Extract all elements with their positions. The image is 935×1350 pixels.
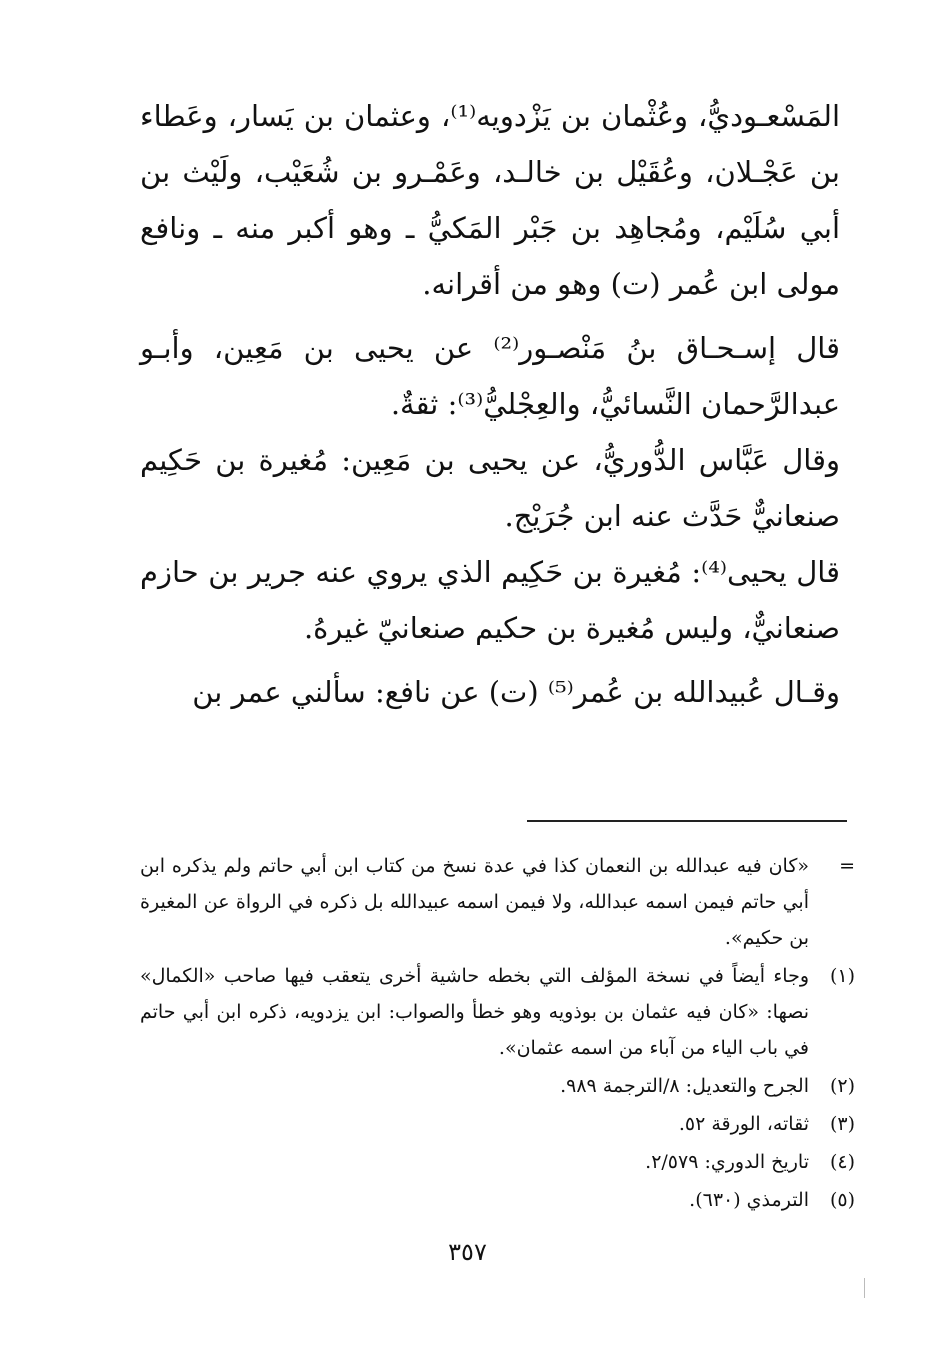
footnotes (140, 848, 855, 1220)
margin-mark (864, 1278, 865, 1298)
paragraph-2: قال إسـحـاق بنُ مَنْصـور⁽²⁾ عن يحيى بن مَعِين، وأبـو عبدالرَّحمان النَّسائيُّ، والعِجْليُّ⁽³⁾: ثقةٌ. (140, 331, 841, 421)
footnote-marker: (٥) (829, 1189, 855, 1211)
paragraph-5: وقـال عُبيدالله بن عُمر⁽⁵⁾ (ت) عن نافع: سألني عمر بن (192, 675, 840, 709)
footnote-marker: (٢) (829, 1075, 855, 1097)
footnote-marker: = (839, 855, 855, 877)
footnote-text: تاريخ الدوري: ٢/٥٧٩. (645, 1151, 809, 1173)
footnote-4 (140, 1144, 855, 1180)
footnote-2 (140, 1068, 855, 1104)
paragraph-4: قال يحيى⁽⁴⁾: مُغيرة بن حَكِيم الذي يروي عنه جرير بن حازم صنعانيٌّ، وليس مُغيرة بن حكيم صنعانيّ غيرهُ. (140, 555, 840, 645)
footnote-marker: (٣) (829, 1113, 855, 1135)
footnote-5 (140, 1182, 855, 1218)
footnote-3 (140, 1106, 855, 1142)
footnote-marker: (٤) (829, 1151, 855, 1173)
footnote-text: ثقاته، الورقة ٥٢. (678, 1113, 809, 1135)
footnote-text: وجاء أيضاً في نسخة المؤلف التي بخطه حاشية أخرى يتعقب فيها صاحب «الكمال» نصها: «كان فيه عثمان بن بوذويه وهو خطأ والصواب: ابن يزدويه، ذكره ابن أبي حاتم في باب الياء من آباء من اسمه عثمان». (140, 965, 809, 1059)
footnote-marker: (١) (829, 965, 855, 987)
footnote-1 (140, 958, 855, 1066)
footnote-continuation (140, 848, 855, 956)
paragraph-1: المَسْعـوديُّ، وعُثْمان بن يَزْدويه⁽¹⁾، وعثمان بن يَسار، وعَطاء بن عَجْـلان، وعُقَيْل بن خالـد، وعَمْـرو بن شُعَيْب، ولَيْث بن أبي سُلَيْم، ومُجاهِد بن جَبْر المَكيُّ ـ وهو أكبر منه ـ ونافع مولى ابن عُمر (ت) وهو من أقرانه. (140, 99, 841, 301)
page-number: ٣٥٧ (448, 1238, 487, 1266)
footnote-separator (527, 820, 847, 822)
paragraph-3: وقال عَبَّاس الدُّوريُّ، عن يحيى بن مَعِين: مُغيرة بن حَكِيم صنعانيٌّ حَدَّث عنه ابن جُرَيْج. (140, 443, 840, 533)
footnote-text: الترمذي (٦٣٠). (689, 1189, 809, 1211)
footnote-text: «كان فيه عبدالله بن النعمان كذا في عدة نسخ من كتاب ابن أبي حاتم ولم يذكره ابن أبي حاتم فيمن اسمه عبدالله، ولا فيمن اسمه عبيدالله بل ذكره في الرواة عن المغيرة بن حكيم». (140, 855, 809, 949)
footnote-text: الجرح والتعديل: ٨/الترجمة ٩٨٩. (560, 1075, 809, 1097)
main-text (140, 88, 840, 720)
